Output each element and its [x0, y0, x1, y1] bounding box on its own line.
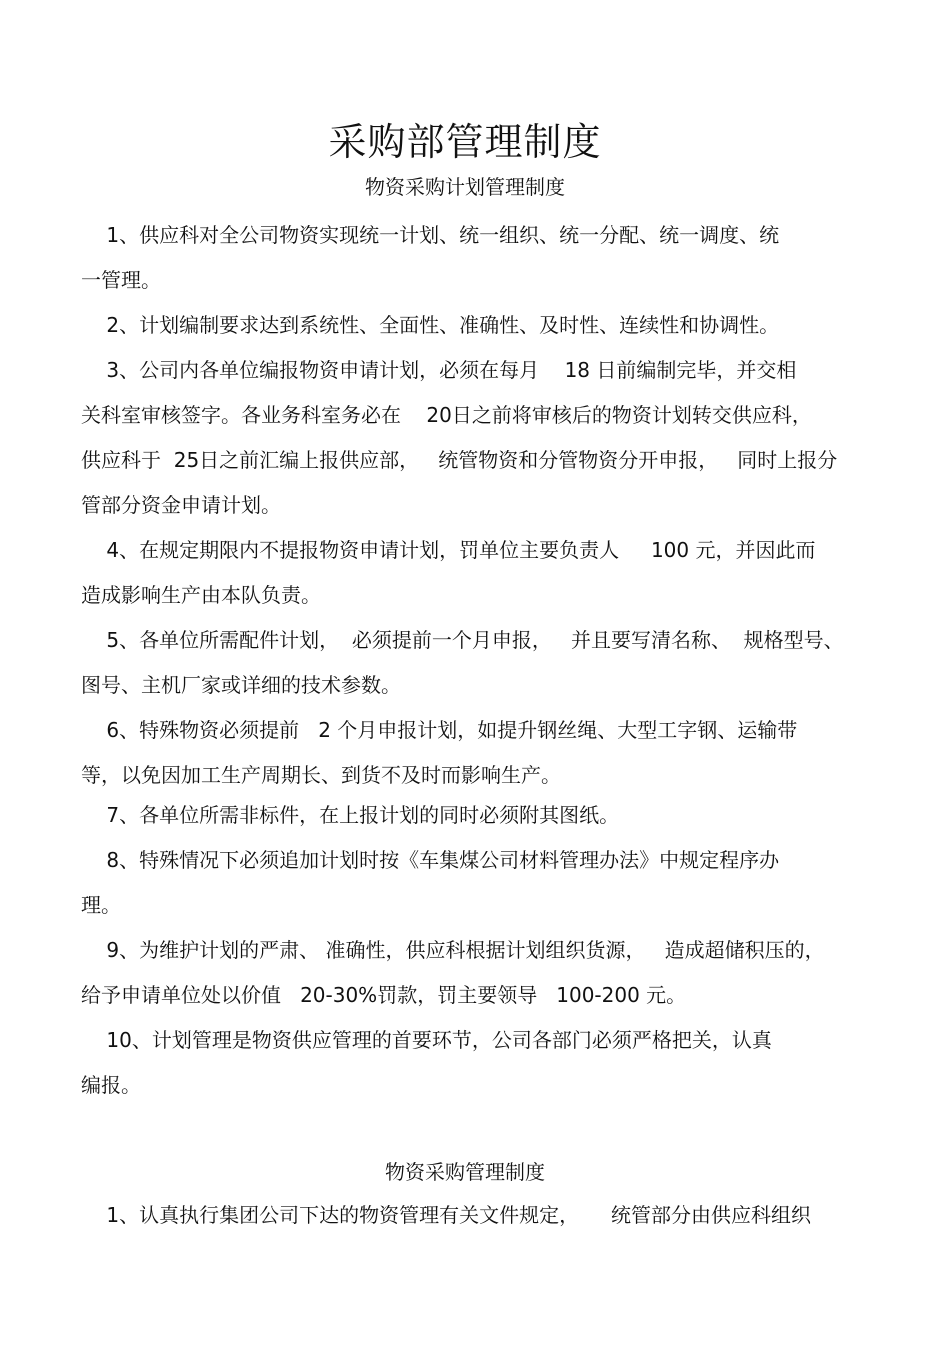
paragraph-line: 3、公司内各单位编报物资申请计划，必须在每月 18 日前编制完毕，并交相 [81, 358, 797, 382]
section-heading-procurement: 物资采购管理制度 [385, 1160, 545, 1184]
paragraph-line: 一管理。 [81, 268, 161, 292]
paragraph [81, 845, 871, 935]
paragraph [81, 220, 871, 310]
paragraph-line: 等，以免因加工生产周期长、到货不及时而影响生产。 [81, 763, 561, 787]
paragraph-line: 理。 [81, 893, 121, 917]
paragraph [81, 1200, 871, 1245]
section-heading-plan: 物资采购计划管理制度 [365, 175, 565, 199]
paragraph-line: 10、计划管理是物资供应管理的首要环节，公司各部门必须严格把关，认真 [81, 1028, 772, 1052]
paragraph-line: 给予申请单位处以价值 20-30%罚款，罚主要领导 100-200 元。 [81, 983, 687, 1007]
page-title: 采购部管理制度 [328, 120, 602, 164]
paragraph-line: 编报。 [81, 1073, 141, 1097]
paragraph-line: 6、特殊物资必须提前 2 个月申报计划，如提升钢丝绳、大型工字钢、运输带 [81, 718, 798, 742]
paragraph [81, 625, 871, 715]
paragraph [81, 1025, 871, 1115]
paragraph-line: 8、特殊情况下必须追加计划时按《车集煤公司材料管理办法》中规定程序办 [81, 848, 780, 872]
paragraph-line: 4、在规定期限内不提报物资申请计划，罚单位主要负责人 100 元，并因此而 [81, 538, 816, 562]
paragraph-line: 关科室审核签字。各业务科室务必在 20日之前将审核后的物资计划转交供应科， [81, 403, 812, 427]
paragraph-line: 9、为维护计划的严肃、 准确性，供应科根据计划组织货源， 造成超储积压的， [81, 938, 825, 962]
paragraph-line: 1、供应科对全公司物资实现统一计划、统一组织、统一分配、统一调度、统 [81, 223, 780, 247]
paragraph-line: 7、各单位所需非标件，在上报计划的同时必须附其图纸。 [81, 803, 620, 827]
paragraph-line: 供应科于 25日之前汇编上报供应部， 统管物资和分管物资分开申报， 同时上报分 [81, 448, 838, 472]
paragraph-line: 5、各单位所需配件计划， 必须提前一个月申报， 并且要写清名称、 规格型号、 [81, 628, 844, 652]
paragraph [81, 535, 871, 625]
paragraph [81, 715, 871, 805]
paragraph [81, 935, 871, 1025]
paragraph [81, 310, 871, 355]
paragraph [81, 355, 871, 535]
paragraph-line: 造成影响生产由本队负责。 [81, 583, 321, 607]
paragraph-line: 1、认真执行集团公司下达的物资管理有关文件规定， 统管部分由供应科组织 [81, 1203, 811, 1227]
paragraph-line: 管部分资金申请计划。 [81, 493, 281, 517]
paragraph [81, 800, 871, 845]
paragraph-line: 2、计划编制要求达到系统性、全面性、准确性、及时性、连续性和协调性。 [81, 313, 780, 337]
paragraph-line: 图号、主机厂家或详细的技术参数。 [81, 673, 401, 697]
